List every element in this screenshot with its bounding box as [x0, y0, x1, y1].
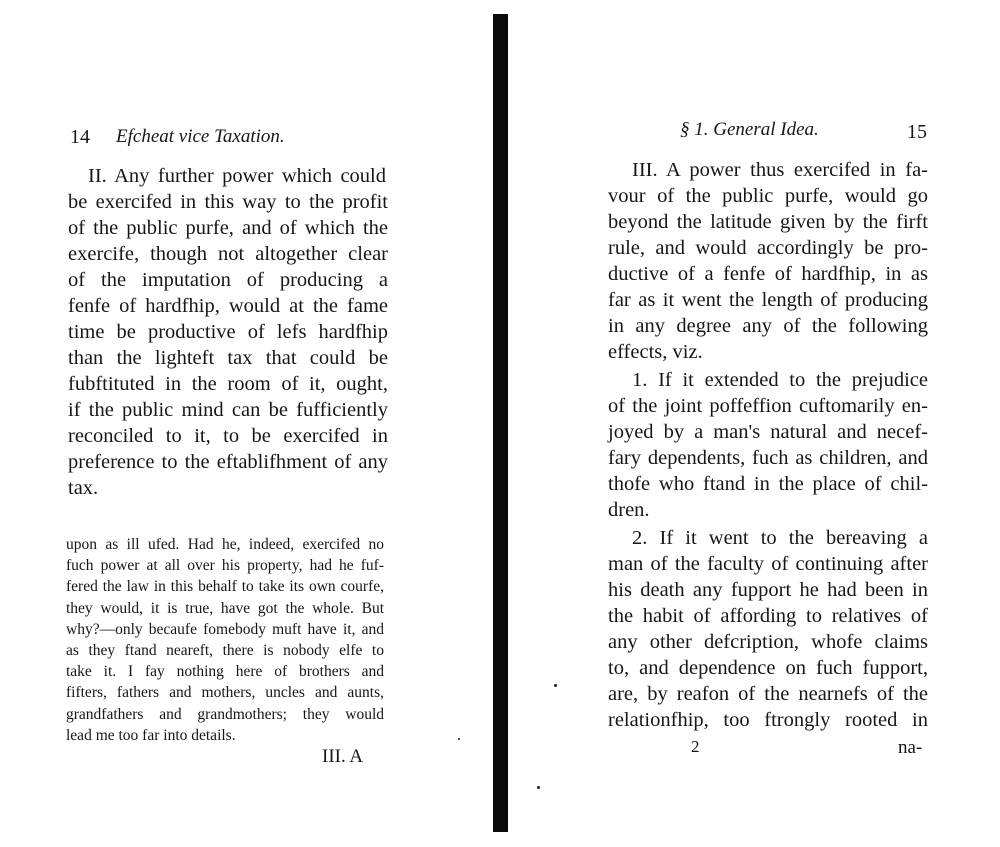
text-line: reconciled to it, to be exercifed in [68, 425, 388, 447]
text-line: II. Any further power which could [88, 165, 386, 187]
catchword: na- [898, 737, 923, 758]
text-line: thofe who ftand in the place of chil- [608, 473, 928, 495]
text-line: any other defcription, whofe claims [608, 631, 928, 653]
text-line: joyed by a man's natural and necef- [608, 421, 928, 443]
left-page [0, 0, 495, 847]
text-line: to, and dependence on fuch fupport, [608, 657, 928, 679]
text-line: man of the faculty of continuing after [608, 553, 928, 575]
text-line: of the public purfe, and of which the [68, 217, 388, 239]
text-line: far as it went the length of producing [608, 289, 928, 311]
text-line: 1. If it extended to the prejudice [632, 369, 928, 391]
footnote-line: fifters, fathers and mothers, uncles and aunts, [66, 684, 384, 701]
text-line: fubftituted in the room of it, ought, [68, 373, 388, 395]
text-line: exercife, though not altogether clear [68, 243, 388, 265]
ink-speck [458, 738, 460, 740]
footnote-line: as they ftand neareft, there is nobody elfe to [66, 642, 384, 659]
text-line: vour of the public purfe, would go [608, 185, 928, 207]
footnote-line: lead me too far into details. [66, 727, 236, 744]
text-line: beyond the latitude given by the firft [608, 211, 928, 233]
text-line: if the public mind can be fufficiently [68, 399, 388, 421]
text-line: rule, and would accordingly be pro- [608, 237, 928, 259]
text-line: fenfe of hardfhip, would at the fame [68, 295, 388, 317]
catchword: III. A [322, 746, 364, 767]
ink-speck [554, 684, 557, 687]
text-line: are, by reafon of the nearnefs of the [608, 683, 928, 705]
text-line: III. A power thus exercifed in fa- [632, 159, 928, 181]
footnote-line: grandfathers and grandmothers; they would [66, 706, 384, 723]
text-line: ductive of a fenfe of hardfhip, in as [608, 263, 928, 285]
text-line: relationfhip, too ftrongly rooted in [608, 709, 928, 731]
footnote-line: they would, it is true, have got the whole. But [66, 600, 384, 617]
signature-mark: 2 [691, 737, 700, 756]
page-number: 15 [907, 121, 927, 143]
running-head-title: Efcheat vice Taxation. [116, 126, 285, 147]
text-line: preference to the eftablifhment of any [68, 451, 388, 473]
text-line: of the imputation of producing a [68, 269, 388, 291]
ink-speck [537, 786, 540, 789]
text-line: time be productive of lefs hardfhip [68, 321, 388, 343]
footnote-line: upon as ill ufed. Had he, indeed, exercifed no [66, 536, 384, 553]
footnote-line: fered the law in this behalf to take its own courfe, [66, 578, 384, 595]
footnote-line: fuch power at all over his property, had he fuf- [66, 557, 384, 574]
text-line: dren. [608, 499, 650, 521]
text-line: than the lighteft tax that could be [68, 347, 388, 369]
text-line: be exercifed in this way to the profit [68, 191, 388, 213]
text-line: of the joint poffeffion cuftomarily en- [608, 395, 928, 417]
text-line: fary dependents, fuch as children, and [608, 447, 928, 469]
running-head-section [680, 119, 819, 141]
footnote-line: why?—only becaufe fomebody muft have it, and [66, 621, 384, 638]
text-line: his death any fupport he had been in [608, 579, 928, 601]
page-number: 14 [70, 126, 90, 148]
footnote-line: take it. I fay nothing here of brothers and [66, 663, 384, 680]
text-line: effects, viz. [608, 341, 703, 363]
text-line: tax. [68, 477, 99, 499]
section-title: § 1. General Idea. [680, 119, 819, 140]
text-line: in any degree any of the following [608, 315, 928, 337]
text-line: the habit of affording to relatives of [608, 605, 928, 627]
right-page [510, 0, 1000, 847]
text-line: 2. If it went to the bereaving a [632, 527, 928, 549]
book-gutter [493, 14, 508, 832]
